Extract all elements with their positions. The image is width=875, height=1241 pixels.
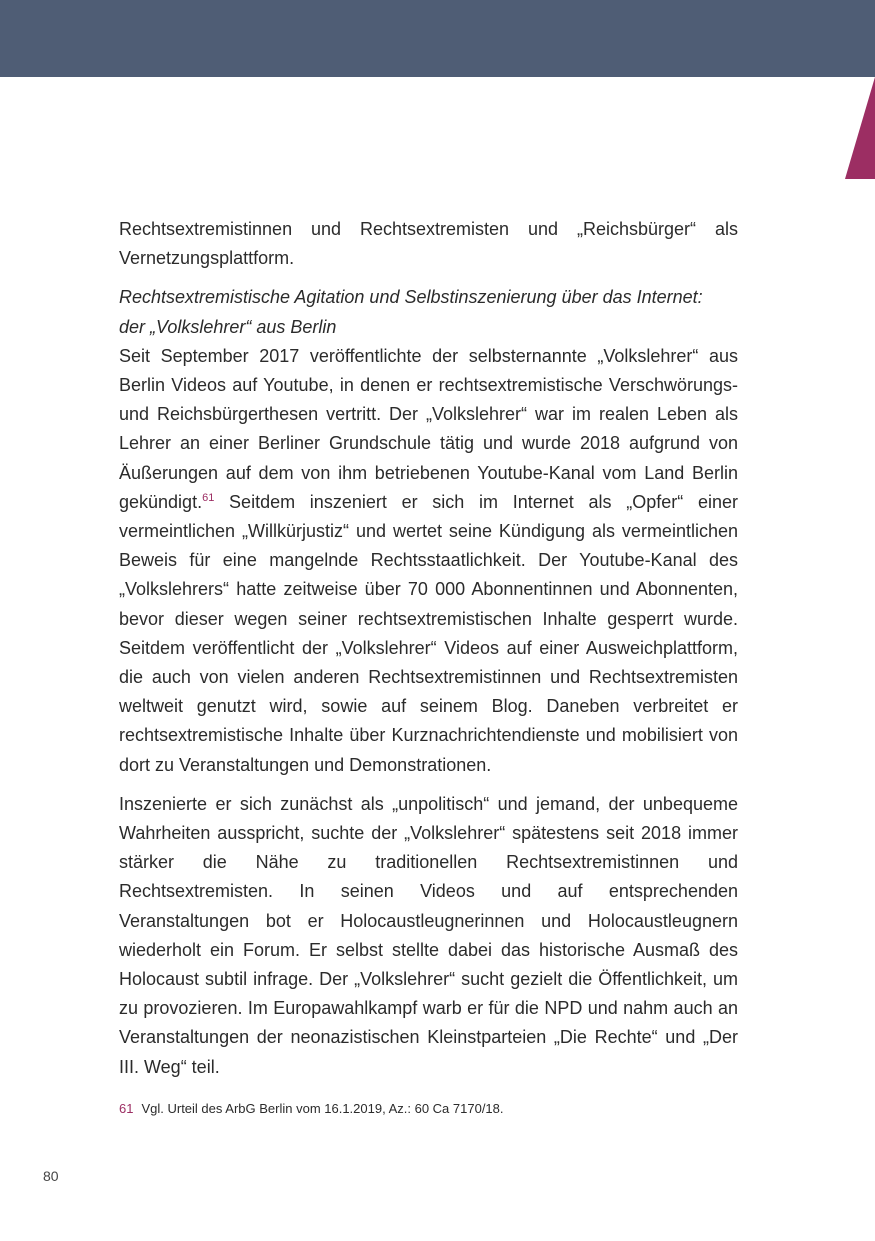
paragraph-final: Inszenierte er sich zunächst als „unpolitisch“ und jemand, der unbequeme Wahrheiten ausspricht, suchte der „Volkslehrer“ spätestens seit 2018 immer stärker die Nähe zu traditionellen Rechtsextremistinnen und Rechtsextremisten. In seinen Videos und auf entsprechenden Veranstaltungen bot er Holocaustleugnerinnen und Holocaustleugnern wiederholt ein Forum. Er selbst stellte dabei das historische Ausmaß des Holocaust subtil infrage. Der „Volkslehrer“ sucht gezielt die Öffentlichkeit, um zu provozieren. Im Europawahlkampf warb er für die NPD und nahm auch an Veranstaltungen der neonazistischen Kleinstparteien „Die Rechte“ und „Der III. Weg“ teil. — [119, 793, 738, 1077]
subheading-line-1: Rechtsextremistische Agitation und Selbstinszenierung über das Internet: — [119, 287, 703, 308]
main-text — [119, 215, 738, 1082]
footnote-reference[interactable]: 61 — [202, 491, 215, 504]
footnote — [119, 1101, 739, 1116]
corner-tab-marker — [845, 77, 875, 179]
paragraph-main — [119, 342, 738, 780]
paragraph-intro: Rechtsextremistinnen und Rechtsextremisten und „Reichsbürger“ als Vernetzungsplattform. — [119, 219, 738, 269]
subheading-line-2: der „Volkslehrer“ aus Berlin — [119, 316, 337, 337]
header-band — [0, 0, 875, 77]
footnote-text: Vgl. Urteil des ArbG Berlin vom 16.1.2019, Az.: 60 Ca 7170/18. — [141, 1101, 504, 1116]
paragraph-main-part-1: Seit September 2017 veröffentlichte der selbsternannte „Volkslehrer“ aus Berlin Videos auf Youtube, in denen er rechtsextremistische Verschwörungs- und Reichsbürgerthesen vertritt. Der „Volkslehrer“ war im realen Leben als Lehrer an einer Berliner Grundschule tätig und wurde 2018 aufgrund von Äußerungen auf dem von ihm betriebenen Youtube-Kanal vom Land Berlin gekündigt. — [119, 345, 738, 512]
paragraph-main-part-2: Seitdem inszeniert er sich im Internet als „Opfer“ einer vermeintlichen „Willkürjustiz“ und wertet seine Kündigung als vermeintlichen Beweis für eine mangelnde Rechtsstaatlichkeit. Der Youtube-Kanal des „Volkslehrers“ hatte zeitweise über 70 000 Abonnentinnen und Abonnenten, bevor dieser wegen seiner rechtsextremistischen Inhalte gesperrt wurde. Seitdem veröffentlicht der „Volkslehrer“ Videos auf einer Ausweichplattform, die auch von vielen anderen Rechtsextremistinnen und Rechtsextremisten weltweit genutzt wird, sowie auf seinem Blog. Daneben verbreitet er rechtsextremistische Inhalte über Kurznachrichtendienste und mobilisiert von dort zu Veranstaltungen und Demonstrationen. — [119, 491, 738, 775]
section-subheading — [119, 283, 738, 341]
footnote-number: 61 — [119, 1101, 134, 1116]
page-number: 80 — [43, 1168, 59, 1184]
